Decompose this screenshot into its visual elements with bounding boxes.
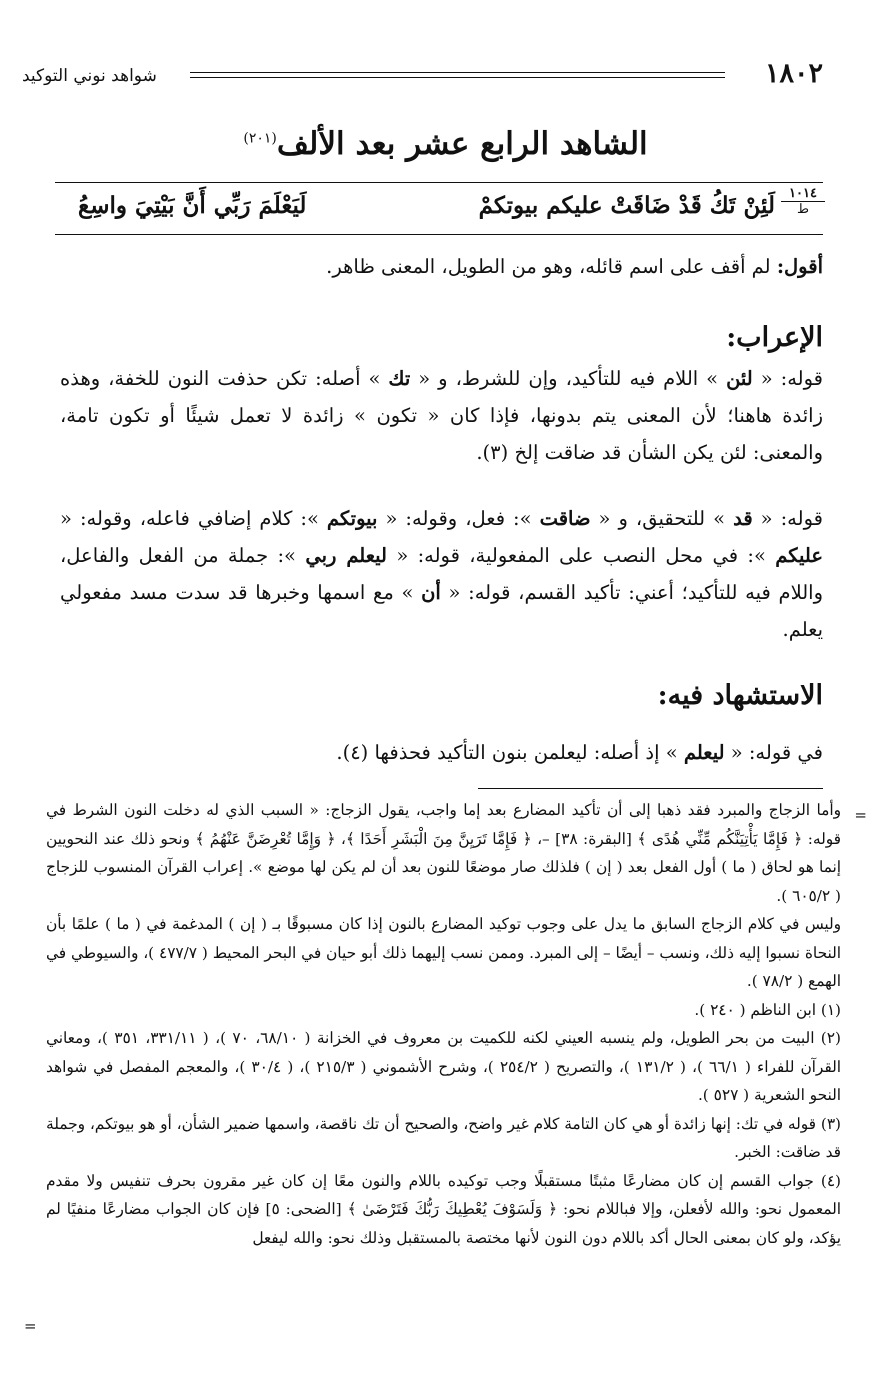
bold-term: أن: [421, 581, 441, 604]
footnote-separator: [478, 788, 823, 789]
header-double-rule: [190, 72, 725, 78]
bold-term: ليعلم ربي: [305, 544, 387, 567]
text-run: »: فعل، وقوله: «: [377, 507, 540, 530]
verse-number: [781, 186, 825, 217]
verse-rule-bottom: [55, 234, 823, 235]
text-run: »: جملة من الفعل والفاعل، واللام فيه للتأكيد؛ أعني: تأكيد القسم، قوله: «: [60, 544, 823, 604]
continuation-mark-end: =: [24, 1317, 37, 1335]
witness-title-ref: (٢٠١): [243, 130, 277, 147]
text-run: في قوله: «: [724, 741, 823, 764]
text-run: » للتحقيق، و «: [590, 507, 734, 530]
bold-term: ضاقت: [539, 507, 591, 530]
intro-label: أقول:: [776, 255, 823, 278]
footnote-continued-2: وليس في كلام الزجاج السابق ما يدل على وجوب توكيد المضارع بالنون إذا كان مسبوقًا بـ ( إن ) المدغمة في ( ما ) علمًا بأن النحاة نسبوا إليه ذلك، ونسب – أيضًا – إلى المبرد. وممن نسب إليهما ذلك أبو حيان في البحر المحيط ( ٤٧٧/٧ )، والسيوطي في الهمع ( ٧٨/٢ ).: [46, 915, 841, 990]
running-title: شواهد نوني التوكيد: [22, 66, 157, 86]
witness-title: [0, 126, 891, 162]
text-run: » اللام فيه للتأكيد، وإن للشرط، و «: [410, 367, 727, 390]
footnotes: [46, 796, 841, 1252]
verse-meter: ط: [796, 202, 810, 217]
footnote-continued: وأما الزجاج والمبرد فقد ذهبا إلى أن تأكيد المضارع بعد إما واجب، يقول الزجاج: « السبب الذي له دخلت النون الشرط في قوله: ﴿ فَإِمَّا يَأْتِيَنَّكُم مِّنِّي هُدًى ﴾ [البقرة: ٣٨] –، ﴿ فَإِمَّا تَرَيِنَّ مِنَ الْبَشَرِ أَحَدًا ﴾، ﴿ وَإِمَّا تُعْرِضَنَّ عَنْهُمُ ﴾ ونحو ذلك عند النحويين إنما هو لحاق ( ما ) أول الفعل بعد ( إن ) فلذلك صار موضعًا للنون بعد أن لم يكن لها موضع ». إعراب القرآن المنسوب للزجاج ( ٦٠٥/٢ ).: [46, 801, 841, 905]
paragraph-lain: [60, 360, 823, 471]
text-run: قوله: «: [752, 367, 823, 390]
bold-term: تك: [388, 367, 411, 390]
page-number: ١٨٠٢: [764, 58, 823, 89]
verse-second-hemistich: لَيَعْلَمَ رَبِّي أَنَّ بَيْتِيَ واسِعُ: [78, 192, 307, 219]
verse-first-hemistich: لَئِنْ تَكُ قَدْ ضَاقَتْ عليكم بيوتكمْ: [478, 192, 775, 219]
footnote-3: (٣) قوله في تك: إنها زائدة أو هي كان التامة كلام غير واضح، والصحيح أن تك ناقصة، واسمها ضمير الشأن، أو هو بيوتكم، وجملة قد ضاقت: الخبر.: [46, 1114, 841, 1161]
paragraph-istishhad: [60, 734, 823, 771]
witness-title-text: الشاهد الرابع عشر بعد الألف: [276, 126, 648, 162]
bold-term: لئن: [726, 367, 753, 390]
running-header: [22, 58, 823, 92]
paragraph-qad: [60, 500, 823, 648]
intro-paragraph: [60, 248, 823, 285]
text-run: »: كلام إضافي فاعله، وقوله: «: [60, 507, 327, 530]
footnote-4: (٤) جواب القسم إن كان مضارعًا مثبتًا مستقبلًا وجب توكيده باللام والنون معًا إن كان غير مقرون بحرف تنفيس ولا مقدم المعمول نحو: والله لأفعلن، وإلا فباللام نحو: ﴿ وَلَسَوْفَ يُعْطِيكَ رَبُّكَ فَتَرْضَىٰ ﴾ [الضحى: ٥] فإن كان الجواب مضارعًا منفيًا لم يؤكد، ولو كان بمعنى الحال أكد باللام دون النون لأنها مختصة بالمستقبل وذلك نحو: والله ليفعل: [46, 1171, 841, 1247]
verse-rule-top: [55, 182, 823, 183]
verse-number-value: ١٠١٤: [781, 186, 825, 202]
text-run: »: في محل النصب على المفعولية، قوله: «: [387, 544, 776, 567]
text-run: » إذ أصله: ليعلمن بنون التأكيد فحذفها (٤).: [336, 741, 684, 764]
text-run: » أصله: تكن حذفت النون للخفة، وهذه زائدة هاهنا؛ لأن المعنى يتم بدونها، فإذا كان « تكون » زائدة لا تعمل شيئًا أو تكون تامة، والمعنى: لئن يكن الشأن قد ضاقت إلخ (٣).: [60, 367, 823, 464]
footnote-2: (٢) البيت من بحر الطويل، ولم ينسبه العيني لكنه للكميت بن معروف في الخزانة ( ٦٨/١٠، ٧٠ )، ( ٣٣١/١١، ٣٥١ )، ومعاني القرآن للفراء ( ٦٦/١ )، ( ١٣١/٢ )، والتصريح ( ٢٥٤/٢ )، وشرح الأشموني ( ٢١٥/٣ )، ( ٣٠/٤ )، والمعجم المفصل في شواهد النحو الشعرية ( ٥٢٧ ).: [46, 1029, 842, 1104]
text-run: » مع اسمها وخبرها قد سدت مسد مفعولي يعلم.: [60, 581, 823, 641]
bold-term: قد: [733, 507, 753, 530]
istishhad-heading: الاستشهاد فيه:: [657, 680, 823, 711]
bold-term: بيوتكم: [326, 507, 378, 530]
bold-term: عليكم: [775, 544, 823, 567]
i3rab-heading: الإعراب:: [726, 322, 823, 353]
text-run: قوله: «: [752, 507, 823, 530]
bold-term: ليعلم: [683, 741, 725, 764]
intro-text: لم أقف على اسم قائله، وهو من الطويل، المعنى ظاهر.: [326, 255, 777, 278]
footnote-1: (١) ابن الناظم ( ٢٤٠ ).: [694, 1000, 841, 1019]
continuation-mark-start: =: [854, 806, 867, 824]
